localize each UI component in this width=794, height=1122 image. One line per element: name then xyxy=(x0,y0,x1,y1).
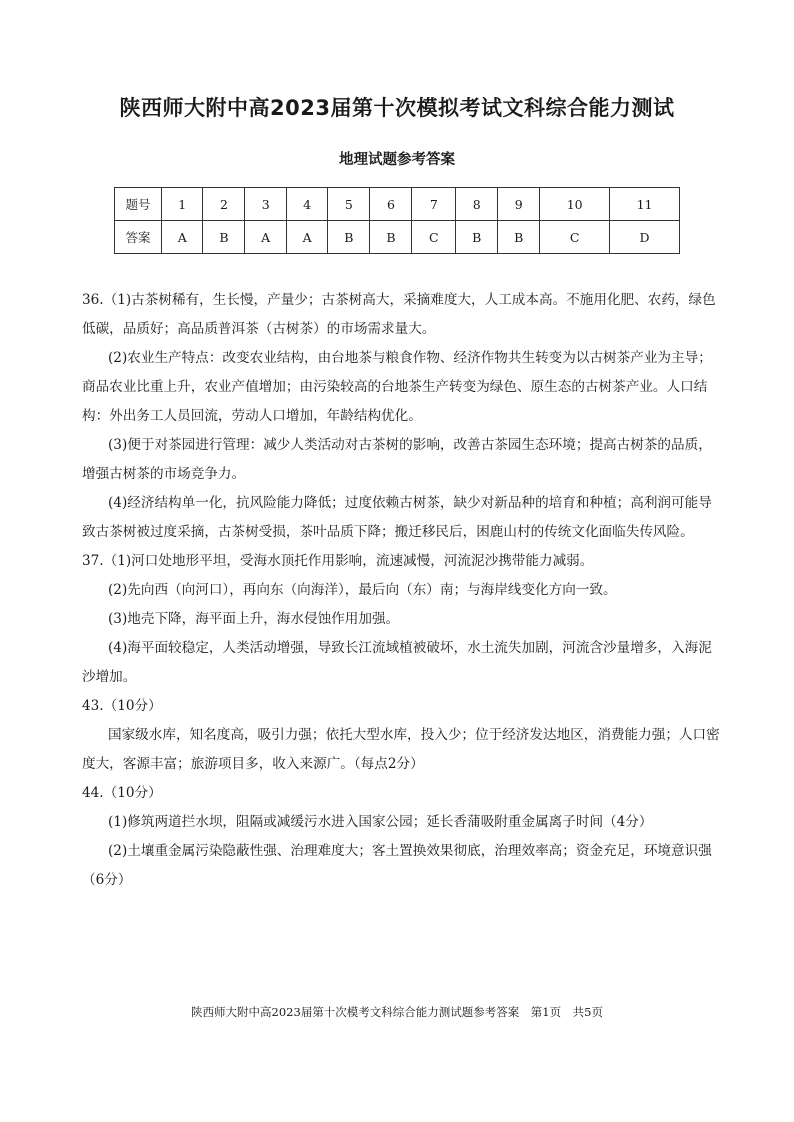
answer-cell: A xyxy=(245,221,286,254)
answer-cell: C xyxy=(540,221,610,254)
question-number-cell: 4 xyxy=(286,188,327,221)
answer-cell: C xyxy=(412,221,456,254)
question-heading: 43.（10分） xyxy=(82,698,162,714)
answer-paragraph: (2)农业生产特点：改变农业结构，由台地茶与粮食作物、经济作物共生转变为以古树茶产业为主导；商品农业比重上升，农业产值增加；由污染较高的台地茶生产转变为绿色、原生态的古树茶产业。人口结构：外出务工人员回流，劳动人口增加，年龄结构优化。 xyxy=(82,350,712,424)
answer-cell: B xyxy=(328,221,370,254)
question-number-cell: 3 xyxy=(245,188,286,221)
answer-row-label: 答案 xyxy=(115,221,162,254)
question-number-cell: 5 xyxy=(328,188,370,221)
answer-paragraph: 37.（1)河口处地形平坦，受海水顶托作用影响，流速减慢，河流泥沙携带能力减弱。 xyxy=(82,553,594,569)
answer-content xyxy=(82,286,722,895)
question-number-cell: 10 xyxy=(540,188,610,221)
answer-paragraph: (1)修筑两道拦水坝，阻隔或减缓污水进入国家公园；延长香蒲吸附重金属离子时间（4分） xyxy=(108,814,653,830)
answer-paragraph: (3)地壳下降，海平面上升，海水侵蚀作用加强。 xyxy=(108,611,400,627)
answer-paragraph: (2)先向西（向河口），再向东（向海洋），最后向（东）南；与海岸线变化方向一致。 xyxy=(108,582,617,598)
answer-table xyxy=(114,187,680,254)
question-number-cell: 11 xyxy=(610,188,680,221)
question-number-cell: 9 xyxy=(498,188,540,221)
answer-paragraph: 36.（1)古茶树稀有，生长慢，产量少；古茶树高大，采摘难度大，人工成本高。不施用化肥、农药，绿色低碳，品质好；高品质普洱茶（古树茶）的市场需求量大。 xyxy=(82,292,716,337)
answer-cell: B xyxy=(370,221,412,254)
answer-paragraph: (3)便于对茶园进行管理：减少人类活动对古茶树的影响，改善古茶园生态环境；提高古树茶的品质，增强古树茶的市场竞争力。 xyxy=(82,437,712,482)
question-heading: 44.（10分） xyxy=(82,785,162,801)
answer-cell: B xyxy=(203,221,245,254)
answer-cell: D xyxy=(610,221,680,254)
answer-table-number-row xyxy=(115,188,680,221)
question-number-cell: 6 xyxy=(370,188,412,221)
question-number-cell: 7 xyxy=(412,188,456,221)
answer-paragraph: (2)土壤重金属污染隐蔽性强、治理难度大；客土置换效果彻底，治理效率高；资金充足，环境意识强（6分） xyxy=(82,843,712,888)
answer-cell: B xyxy=(456,221,498,254)
page-footer: 陕西师大附中高2023届第十次模考文科综合能力测试题参考答案 第1页 共5页 xyxy=(191,1005,603,1019)
question-number-cell: 1 xyxy=(162,188,203,221)
answer-paragraph: (4)经济结构单一化，抗风险能力降低；过度依赖古树茶，缺少对新品种的培育和种植；高利润可能导致古茶树被过度采摘，古茶树受损，茶叶品质下降；搬迁移民后，困鹿山村的传统文化面临失传风险。 xyxy=(82,495,712,540)
answer-cell: A xyxy=(162,221,203,254)
answer-cell: A xyxy=(286,221,327,254)
answer-table-answer-row xyxy=(115,221,680,254)
answer-paragraph: 国家级水库，知名度高，吸引力强；依托大型水库，投入少；位于经济发达地区，消费能力强；人口密度大，客源丰富；旅游项目多，收入来源广。（每点2分） xyxy=(82,727,720,772)
question-number-cell: 8 xyxy=(456,188,498,221)
answer-paragraph: (4)海平面较稳定，人类活动增强，导致长江流域植被破坏，水土流失加剧，河流含沙量增多，入海泥沙增加。 xyxy=(82,640,712,685)
answer-cell: B xyxy=(498,221,540,254)
number-row-label: 题号 xyxy=(115,188,162,221)
page-title: 陕西师大附中高2023届第十次模拟考试文科综合能力测试 xyxy=(119,96,675,120)
question-number-cell: 2 xyxy=(203,188,245,221)
page-subtitle: 地理试题参考答案 xyxy=(339,152,455,168)
